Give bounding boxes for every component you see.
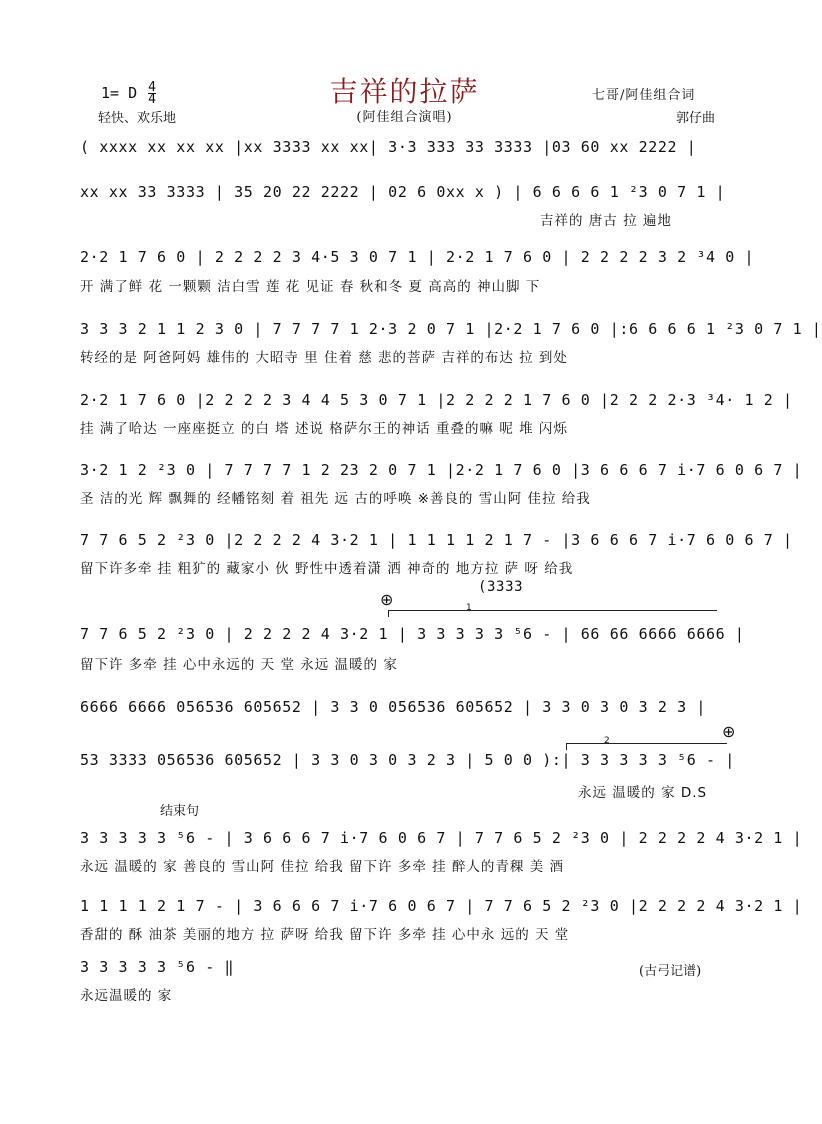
notation-row-2: xx xx 33 3333 | 35 20 22 2222 | 02 6 0xx x ) | 6 6 6 6 1 ²3 0 7 1 |	[80, 183, 726, 201]
second-ending-bracket	[566, 743, 727, 750]
lyrics-row-6: 圣 洁的光 辉 飘舞的 经幡铭刻 着 祖先 远 古的呼唤 ※善良的 雪山阿 佳拉 给我	[80, 491, 591, 507]
lyrics-row-5: 挂 满了哈达 一座座挺立 的白 塔 述说 格萨尔王的神话 重叠的嘛 呢 堆 闪烁	[80, 421, 568, 437]
time-signature-top: 4	[148, 80, 156, 95]
lyrics-row-13: 永远温暖的 家	[80, 988, 173, 1004]
composer-credit: 郭仔曲	[676, 111, 716, 126]
lyrics-row-4: 转经的是 阿爸阿妈 雄伟的 大昭寺 里 住着 慈 悲的菩萨 吉祥的布达 拉 到处	[80, 350, 568, 366]
final-section-label: 结束句	[160, 804, 200, 819]
notation-row-8: 7 7 6 5 2 ²3 0 | 2 2 2 2 4 3·2 1 | 3 3 3 3 3 ⁵6 - | 66 66 6666 6666 |	[80, 625, 745, 643]
lyrics-row-11: 永远 温暖的 家 善良的 雪山阿 佳拉 给我 留下许 多牵 挂 醉人的青稞 美 酒	[80, 859, 564, 875]
notation-row-11: 3 3 3 3 3 ⁵6 - | 3 6 6 6 7 i·7 6 0 6 7 | 7 7 6 5 2 ²3 0 | 2 2 2 2 4 3·2 1 |	[80, 829, 803, 847]
lyrics-row-3: 开 满了鲜 花 一颗颗 洁白雪 莲 花 见证 春 秋和冬 夏 高高的 神山脚 下	[80, 279, 541, 295]
notation-row-10: 53 3333 056536 605652 | 3 3 0 3 0 3 2 3 | 5 0 0 ):| 3 3 3 3 3 ⁵6 - |	[80, 751, 735, 769]
repeat-in-label: (3333	[478, 579, 524, 595]
second-ending-number: 2	[604, 736, 610, 746]
tempo-marking: 轻快、欢乐地	[98, 111, 177, 126]
notation-row-3: 2·2 1 7 6 0 | 2 2 2 2 3 4·5 3 0 7 1 | 2·2 1 7 6 0 | 2 2 2 2 3 2 ³4 0 |	[80, 248, 755, 266]
notation-row-13: 3 3 3 3 3 ⁵6 - ‖	[80, 958, 235, 976]
lyrics-row-12: 香甜的 酥 油茶 美丽的地方 拉 萨呀 给我 留下许 多牵 挂 心中永 远的 天 堂	[80, 927, 570, 943]
notation-row-9: 6666 6666 056536 605652 | 3 3 0 056536 605652 | 3 3 0 3 0 3 2 3 |	[80, 698, 706, 716]
notation-row-7: 7 7 6 5 2 ²3 0 |2 2 2 2 4 3·2 1 | 1 1 1 1 2 1 7 - |3 6 6 6 7 i·7 6 0 6 7 |	[80, 531, 793, 549]
notation-row-6: 3·2 1 2 ²3 0 | 7 7 7 7 1 2 23 2 0 7 1 |2·2 1 7 6 0 |3 6 6 6 7 i·7 6 0 6 7 |	[80, 461, 803, 479]
time-signature-bottom: 4	[148, 92, 156, 107]
coda-sign-second: ⊕	[722, 722, 736, 741]
notation-row-5: 2·2 1 7 6 0 |2 2 2 2 3 4 4 5 3 0 7 1 |2 2 2 2 1 7 6 0 |2 2 2 2·3 ³4· 1 2 |	[80, 391, 793, 409]
notation-row-4: 3 3 3 2 1 1 2 3 0 | 7 7 7 7 1 2·3 2 0 7 1 |2·2 1 7 6 0 |:6 6 6 6 1 ²3 0 7 1 |	[80, 320, 822, 338]
lyrics-row-7: 留下许多牵 挂 粗犷的 藏家小 伙 野性中透着潇 洒 神奇的 地方拉 萨 呀 给我	[80, 561, 574, 577]
lyricist-credit: 七哥/阿佳组合词	[592, 88, 696, 103]
transcriber-credit: (古弓记谱)	[639, 964, 702, 979]
notation-row-12: 1 1 1 1 2 1 7 - | 3 6 6 6 7 i·7 6 0 6 7 | 7 7 6 5 2 ²3 0 |2 2 2 2 4 3·2 1 |	[80, 897, 803, 915]
lyrics-row-10: 永远 温暖的 家 D.S	[578, 785, 708, 801]
notation-row-1: ( xxxx xx xx xx |xx 3333 xx xx| 3·3 333 33 3333 |03 60 xx 2222 |	[80, 138, 697, 156]
performer-subtitle: (阿佳组合演唱)	[356, 110, 453, 125]
first-ending-number: 1	[466, 603, 472, 613]
page-title: 吉祥的拉萨	[329, 75, 480, 108]
coda-sign-first: ⊕	[380, 590, 394, 609]
lyrics-row-8: 留下许 多牵 挂 心中永远的 天 堂 永远 温暖的 家	[80, 657, 398, 673]
lyrics-row-2: 吉祥的 唐古 拉 遍地	[540, 213, 672, 229]
key-signature: 1= D $\frac{4}{4}$	[101, 80, 156, 107]
first-ending-bracket	[388, 610, 717, 617]
